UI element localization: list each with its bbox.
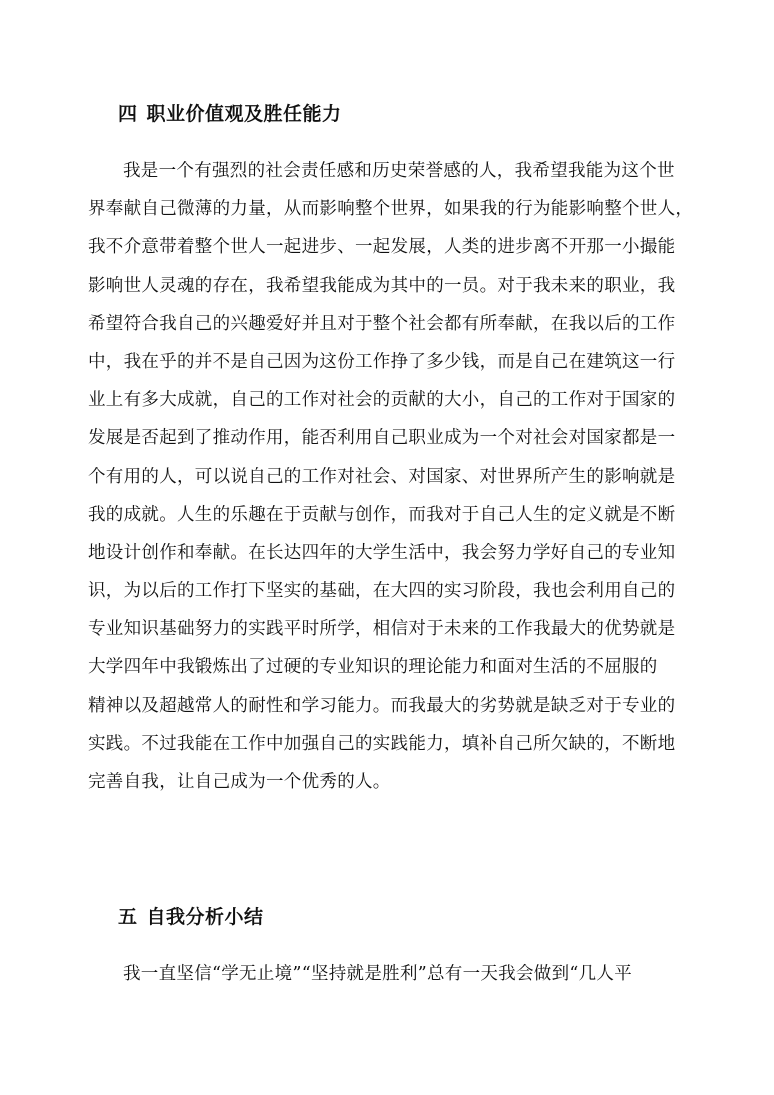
paragraph-self-analysis: [88, 955, 728, 993]
paragraph-line: 专业知识基础努力的实践平时所学，相信对于未来的工作我最大的优势就是: [88, 619, 676, 640]
paragraph-line: 识，为以后的工作打下坚实的基础，在大四的实习阶段，我也会利用自己的: [88, 581, 676, 602]
paragraph-line: 我是一个有强烈的社会责任感和历史荣誉感的人，我希望我能为这个世: [123, 161, 675, 181]
section-number: 五: [118, 906, 138, 928]
paragraph-line: 影响世人灵魂的存在，我希望我能成为其中的一员。对于我未来的职业，我: [88, 275, 676, 296]
section-title: 职业价值观及胜任能力: [146, 103, 342, 125]
paragraph-line: 我的成就。人生的乐趣在于贡献与创作，而我对于自己人生的定义就是不断: [88, 504, 676, 525]
paragraph-line: 中，我在乎的并不是自己因为这份工作挣了多少钱，而是自己在建筑这一行: [88, 351, 676, 372]
paragraph-career-values: [88, 152, 728, 801]
paragraph-line: 精神以及超越常人的耐性和学习能力。而我最大的劣势就是缺乏对于专业的: [88, 695, 676, 716]
paragraph-line: 界奉献自己微薄的力量，从而影响整个世界，如果我的行为能影响整个世人，: [88, 199, 694, 220]
paragraph-line: 发展是否起到了推动作用，能否利用自己职业成为一个对社会对国家都是一: [88, 428, 676, 449]
paragraph-line: 完善自我，让自己成为一个优秀的人。: [88, 772, 391, 792]
section-heading-4: [118, 101, 342, 127]
paragraph-line: 地设计创作和奉献。在长达四年的大学生活中，我会努力学好自己的专业知: [88, 542, 676, 563]
paragraph-line: 实践。不过我能在工作中加强自己的实践能力，填补自己所欠缺的，不断地: [88, 733, 676, 754]
paragraph-line: 大学四年中我锻炼出了过硬的专业知识的理论能力和面对生活的不屈服的: [88, 657, 658, 678]
paragraph-line: 希望符合我自己的兴趣爱好并且对于整个社会都有所奉献，在我以后的工作: [88, 313, 676, 334]
section-number: 四: [118, 103, 138, 125]
paragraph-line: 我一直坚信“学无止境”“坚持就是胜利”总有一天我会做到“几人平: [123, 964, 633, 984]
paragraph-line: 业上有多大成就，自己的工作对社会的贡献的大小，自己的工作对于国家的: [88, 390, 676, 411]
paragraph-line: 个有用的人，可以说自己的工作对社会、对国家、对世界所产生的影响就是: [88, 466, 676, 487]
section-heading-5: [118, 904, 264, 930]
section-title: 自我分析小结: [146, 906, 264, 928]
paragraph-line: 我不介意带着整个世人一起进步、一起发展，人类的进步离不开那一小撮能: [88, 237, 676, 258]
